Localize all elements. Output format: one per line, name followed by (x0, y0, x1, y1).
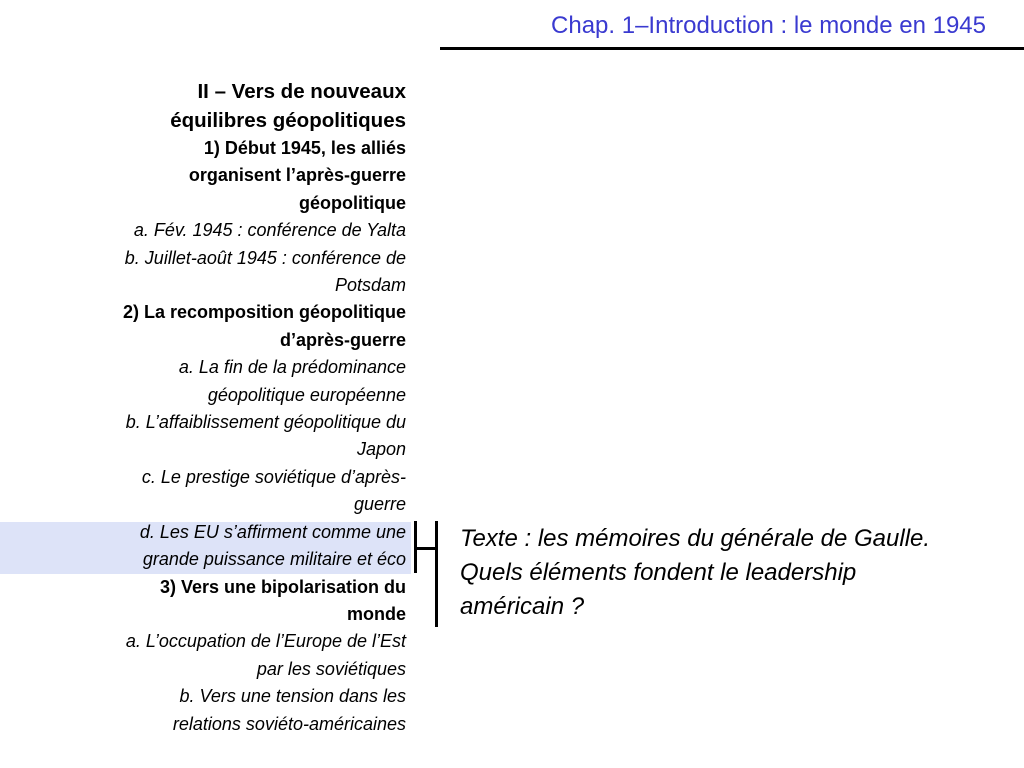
outline-item: géopolitique européenne (207, 384, 406, 405)
outline-item: b. Vers une tension dans les (179, 686, 406, 707)
outline-subsection: 3) Vers une bipolarisation du (159, 576, 406, 597)
outline-item: guerre (353, 494, 406, 515)
outline-item: b. L’affaiblissement géopolitique du (125, 412, 406, 433)
outline-subsection: 2) La recomposition géopolitique (122, 302, 406, 323)
outline-subsection: monde (346, 603, 406, 624)
course-outline (30, 78, 406, 738)
outline-item: relations soviéto-américaines (172, 713, 406, 734)
outline-item-current: d. Les EU s’affirment comme une (139, 521, 406, 542)
outline-item: a. L’occupation de l’Europe de l’Est (125, 631, 406, 652)
outline-subsection: 1) Début 1945, les alliés (203, 138, 406, 158)
outline-item: b. Juillet-août 1945 : conférence de (124, 247, 406, 268)
chapter-title: Chap. 1–Introduction : le monde en 1945 (551, 12, 986, 39)
outline-item: Japon (356, 439, 406, 460)
outline-item: c. Le prestige soviétique d’après- (141, 466, 406, 487)
header-divider (440, 47, 1024, 50)
outline-item: Potsdam (334, 275, 406, 296)
outline-section-title: II – Vers de nouveaux (197, 80, 406, 103)
outline-item: par les soviétiques (256, 658, 406, 679)
connector-bracket (414, 521, 438, 627)
outline-section-title: équilibres géopolitiques (170, 108, 406, 132)
outline-subsection: organisent l’après-guerre (188, 165, 406, 186)
outline-item: a. Fév. 1945 : conférence de Yalta (133, 220, 406, 241)
outline-item-current: grande puissance militaire et éco (142, 549, 406, 570)
outline-subsection: géopolitique (299, 192, 406, 213)
bracket-bar (435, 521, 438, 627)
outline-item: a. La fin de la prédominance (178, 357, 406, 378)
document-prompt: Texte : les mémoires du générale de Gaulle. Quels éléments fondent le leadership américain ? (460, 525, 931, 620)
outline-subsection: d’après-guerre (279, 329, 406, 350)
